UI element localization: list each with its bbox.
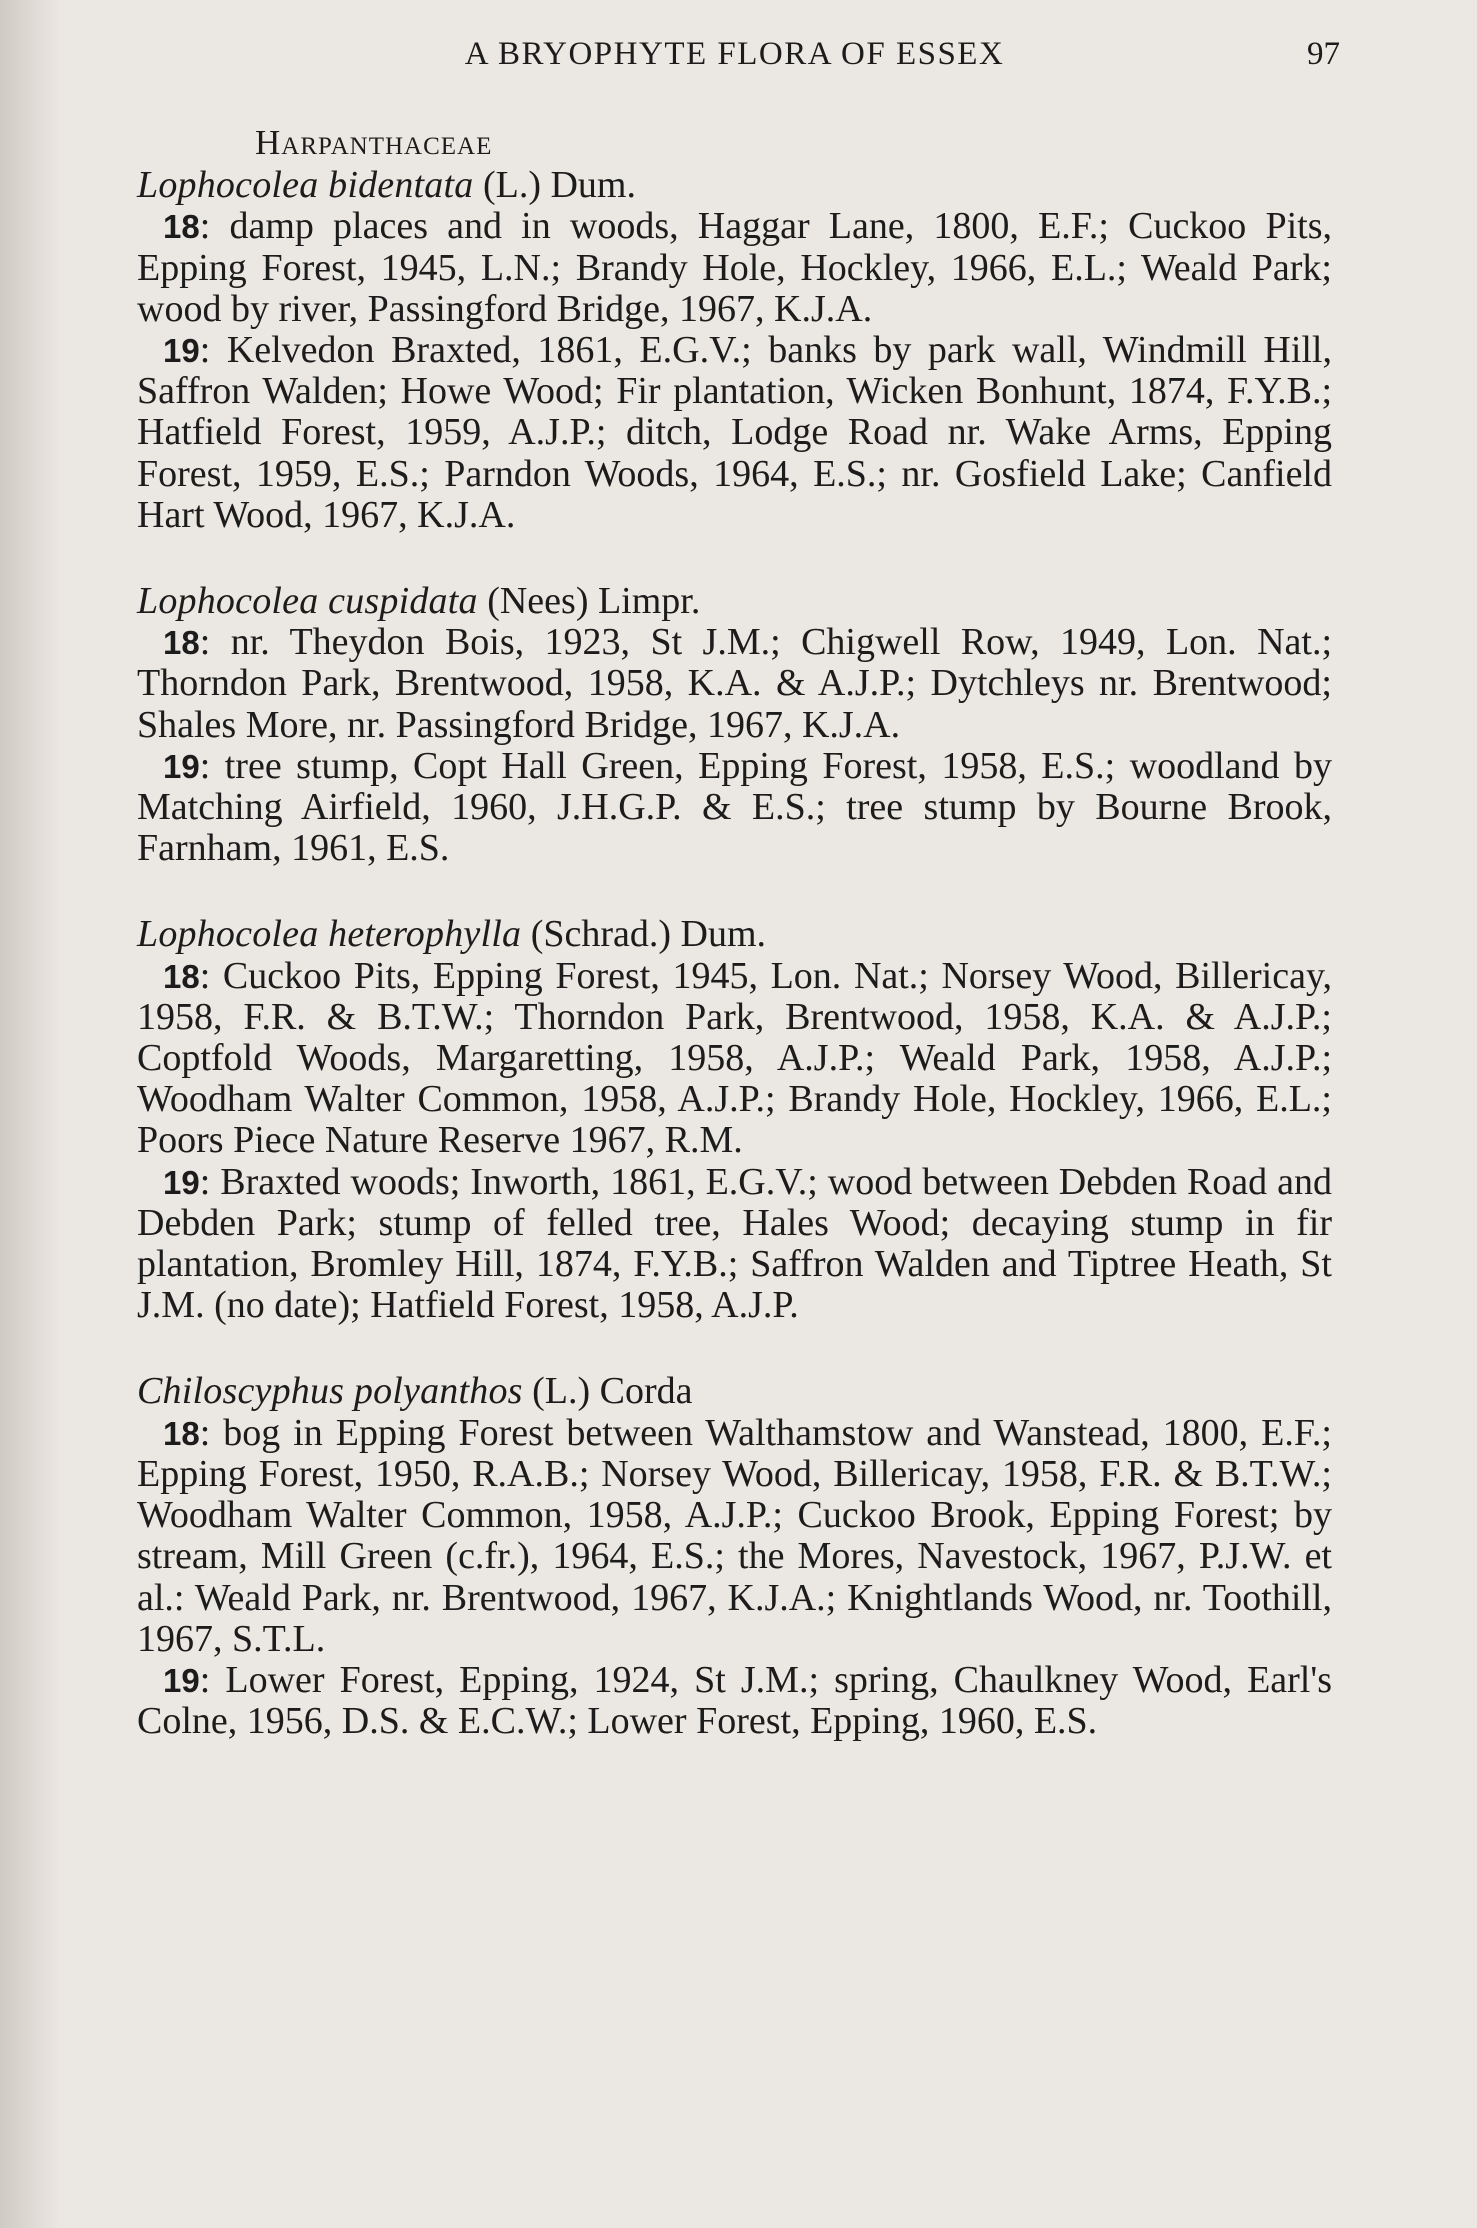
record-text: Lower Forest, Epping, 1924, St J.M.; spring, Chaulkney Wood, Earl's Colne, 1956, D.S. & E.C.W.; Lower Forest, Epping, 1960, E.S. (137, 1658, 1333, 1743)
species-entry (137, 165, 1332, 536)
vc-record: 18: nr. Theydon Bois, 1923, St J.M.; Chigwell Row, 1949, Lon. Nat.; Thorndon Park, Brentwood, 1958, K.A. & A.J.P.; Dytchleys nr. Brentwood; Shales More, nr. Passingford Bridge, 1967, K.J.A. (137, 621, 1332, 746)
record-text: nr. Theydon Bois, 1923, St J.M.; Chigwell Row, 1949, Lon. Nat.; Thorndon Park, Brentwood, 1958, K.A. & A.J.P.; Dytchleys nr. Brentwood; Shales More, nr. Passingford Bridge, 1967, K.J.A. (137, 621, 1332, 746)
species-authority: (L.) Dum. (482, 164, 636, 207)
species-authority: (Schrad.) Dum. (530, 913, 767, 956)
species-binomial: Lophocolea heterophylla (137, 913, 522, 956)
record-text: bog in Epping Forest between Walthamstow and Wanstead, 1800, E.F.; Epping Forest, 1950, R.A.B.; Norsey Wood, Billericay, 1958, F.R. & B.T.W.; Woodham Walter Common, 1958, A.J.P.; Cuckoo Brook, Epping Forest; by stream, Mill Green (c.fr.), 1964, E.S.; the Mores, Navestock, 1967, P.J.W. et al.: Weald Park, nr. Brentwood, 1967, K.J.A.; Knightlands Wood, nr. Toothill, 1967, S.T.L. (137, 1411, 1332, 1660)
vc-record: 19: Braxted woods; Inworth, 1861, E.G.V.; wood between Debden Road and Debden Park; stump of felled tree, Hales Wood; decaying stump in fir plantation, Bromley Hill, 1874, F.Y.B.; Saffron Walden and Tiptree Heath, St J.M. (no date); Hatfield Forest, 1958, A.J.P. (137, 1160, 1333, 1327)
species-authority: (Nees) Limpr. (487, 580, 701, 623)
species-binomial: Lophocolea cuspidata (137, 580, 478, 623)
vc-record: 19: Lower Forest, Epping, 1924, St J.M.; spring, Chaulkney Wood, Earl's Colne, 1956, D.S. & E.C.W.; Lower Forest, Epping, 1960, E.S. (137, 1658, 1333, 1743)
vice-county-number: 19 (163, 1661, 200, 1699)
vc-record: 18: Cuckoo Pits, Epping Forest, 1945, Lon. Nat.; Norsey Wood, Billericay, 1958, F.R. & B.T.W.; Thorndon Park, Brentwood, 1958, K.A. & A.J.P.; Coptfold Woods, Margaretting, 1958, A.J.P.; Weald Park, 1958, A.J.P.; Woodham Walter Common, 1958, A.J.P.; Brandy Hole, Hockley, 1966, E.L.; Poors Piece Nature Reserve 1967, R.M. (137, 954, 1333, 1162)
species-name (137, 1371, 1332, 1412)
vice-county-number: 18 (163, 957, 200, 995)
vice-county-number: 19 (163, 332, 200, 370)
page-number: 97 (1307, 36, 1340, 72)
vc-record: 19: tree stump, Copt Hall Green, Epping Forest, 1958, E.S.; woodland by Matching Airfield, 1960, J.H.G.P. & E.S.; tree stump by Bourne Brook, Farnham, 1961, E.S. (137, 744, 1332, 870)
running-head (137, 24, 1340, 94)
record-text: Kelvedon Braxted, 1861, E.G.V.; banks by park wall, Windmill Hill, Saffron Walden; Howe Wood; Fir plantation, Wicken Bonhunt, 1874, F.Y.B.; Hatfield Forest, 1959, A.J.P.; ditch, Lodge Road nr. Wake Arms, Epping Forest, 1959, E.S.; Parndon Woods, 1964, E.S.; nr. Gosfield Lake; Canfield Hart Wood, 1967, K.J.A. (137, 329, 1332, 536)
vice-county-number: 19 (163, 747, 200, 785)
running-title: A BRYOPHYTE FLORA OF ESSEX (464, 36, 1005, 72)
record-text: Cuckoo Pits, Epping Forest, 1945, Lon. Nat.; Norsey Wood, Billericay, 1958, F.R. & B.T.W.; Thorndon Park, Brentwood, 1958, K.A. & A.J.P.; Coptfold Woods, Margaretting, 1958, A.J.P.; Weald Park, 1958, A.J.P.; Woodham Walter Common, 1958, A.J.P.; Brandy Hole, Hockley, 1966, E.L.; Poors Piece Nature Reserve 1967, R.M. (137, 954, 1333, 1162)
page-edge-shadow (0, 0, 60, 2228)
vc-record: 18: bog in Epping Forest between Walthamstow and Wanstead, 1800, E.F.; Epping Forest, 1950, R.A.B.; Norsey Wood, Billericay, 1958, F.R. & B.T.W.; Woodham Walter Common, 1958, A.J.P.; Cuckoo Brook, Epping Forest; by stream, Mill Green (c.fr.), 1964, E.S.; the Mores, Navestock, 1967, P.J.W. et al.: Weald Park, nr. Brentwood, 1967, K.J.A.; Knightlands Wood, nr. Toothill, 1967, S.T.L. (137, 1411, 1332, 1660)
vice-county-number: 19 (163, 1163, 200, 1201)
page-body (137, 24, 1340, 1743)
vc-record: 18: damp places and in woods, Haggar Lane, 1800, E.F.; Cuckoo Pits, Epping Forest, 1945, L.N.; Brandy Hole, Hockley, 1966, E.L.; Weald Park; wood by river, Passingford Bridge, 1967, K.J.A. (137, 205, 1333, 330)
vc-record: 19: Kelvedon Braxted, 1861, E.G.V.; banks by park wall, Windmill Hill, Saffron Walden; Howe Wood; Fir plantation, Wicken Bonhunt, 1874, F.Y.B.; Hatfield Forest, 1959, A.J.P.; ditch, Lodge Road nr. Wake Arms, Epping Forest, 1959, E.S.; Parndon Woods, 1964, E.S.; nr. Gosfield Lake; Canfield Hart Wood, 1967, K.J.A. (137, 329, 1332, 536)
species-entry (137, 914, 1332, 1326)
record-text: damp places and in woods, Haggar Lane, 1800, E.F.; Cuckoo Pits, Epping Forest, 1945, L.N.; Brandy Hole, Hockley, 1966, E.L.; Weald Park; wood by river, Passingford Bridge, 1967, K.J.A. (137, 205, 1333, 330)
record-text: Braxted woods; Inworth, 1861, E.G.V.; wood between Debden Road and Debden Park; stump of felled tree, Hales Wood; decaying stump in fir plantation, Bromley Hill, 1874, F.Y.B.; Saffron Walden and Tiptree Heath, St J.M. (no date); Hatfield Forest, 1958, A.J.P. (137, 1160, 1333, 1327)
vice-county-number: 18 (163, 624, 200, 662)
species-entry (137, 1371, 1332, 1742)
species-name (137, 165, 1332, 206)
species-name (137, 581, 1332, 622)
species-entry (137, 581, 1332, 869)
species-binomial: Lophocolea bidentata (137, 164, 474, 207)
vice-county-number: 18 (163, 1414, 200, 1452)
family-heading: Harpanthaceae (255, 123, 493, 162)
species-authority: (L.) Corda (532, 1370, 693, 1413)
species-name (137, 914, 1332, 955)
record-text: tree stump, Copt Hall Green, Epping Forest, 1958, E.S.; woodland by Matching Airfield, 1960, J.H.G.P. & E.S.; tree stump by Bourne Brook, Farnham, 1961, E.S. (137, 744, 1332, 870)
vice-county-number: 18 (163, 208, 200, 246)
species-binomial: Chiloscyphus polyanthos (137, 1370, 523, 1413)
